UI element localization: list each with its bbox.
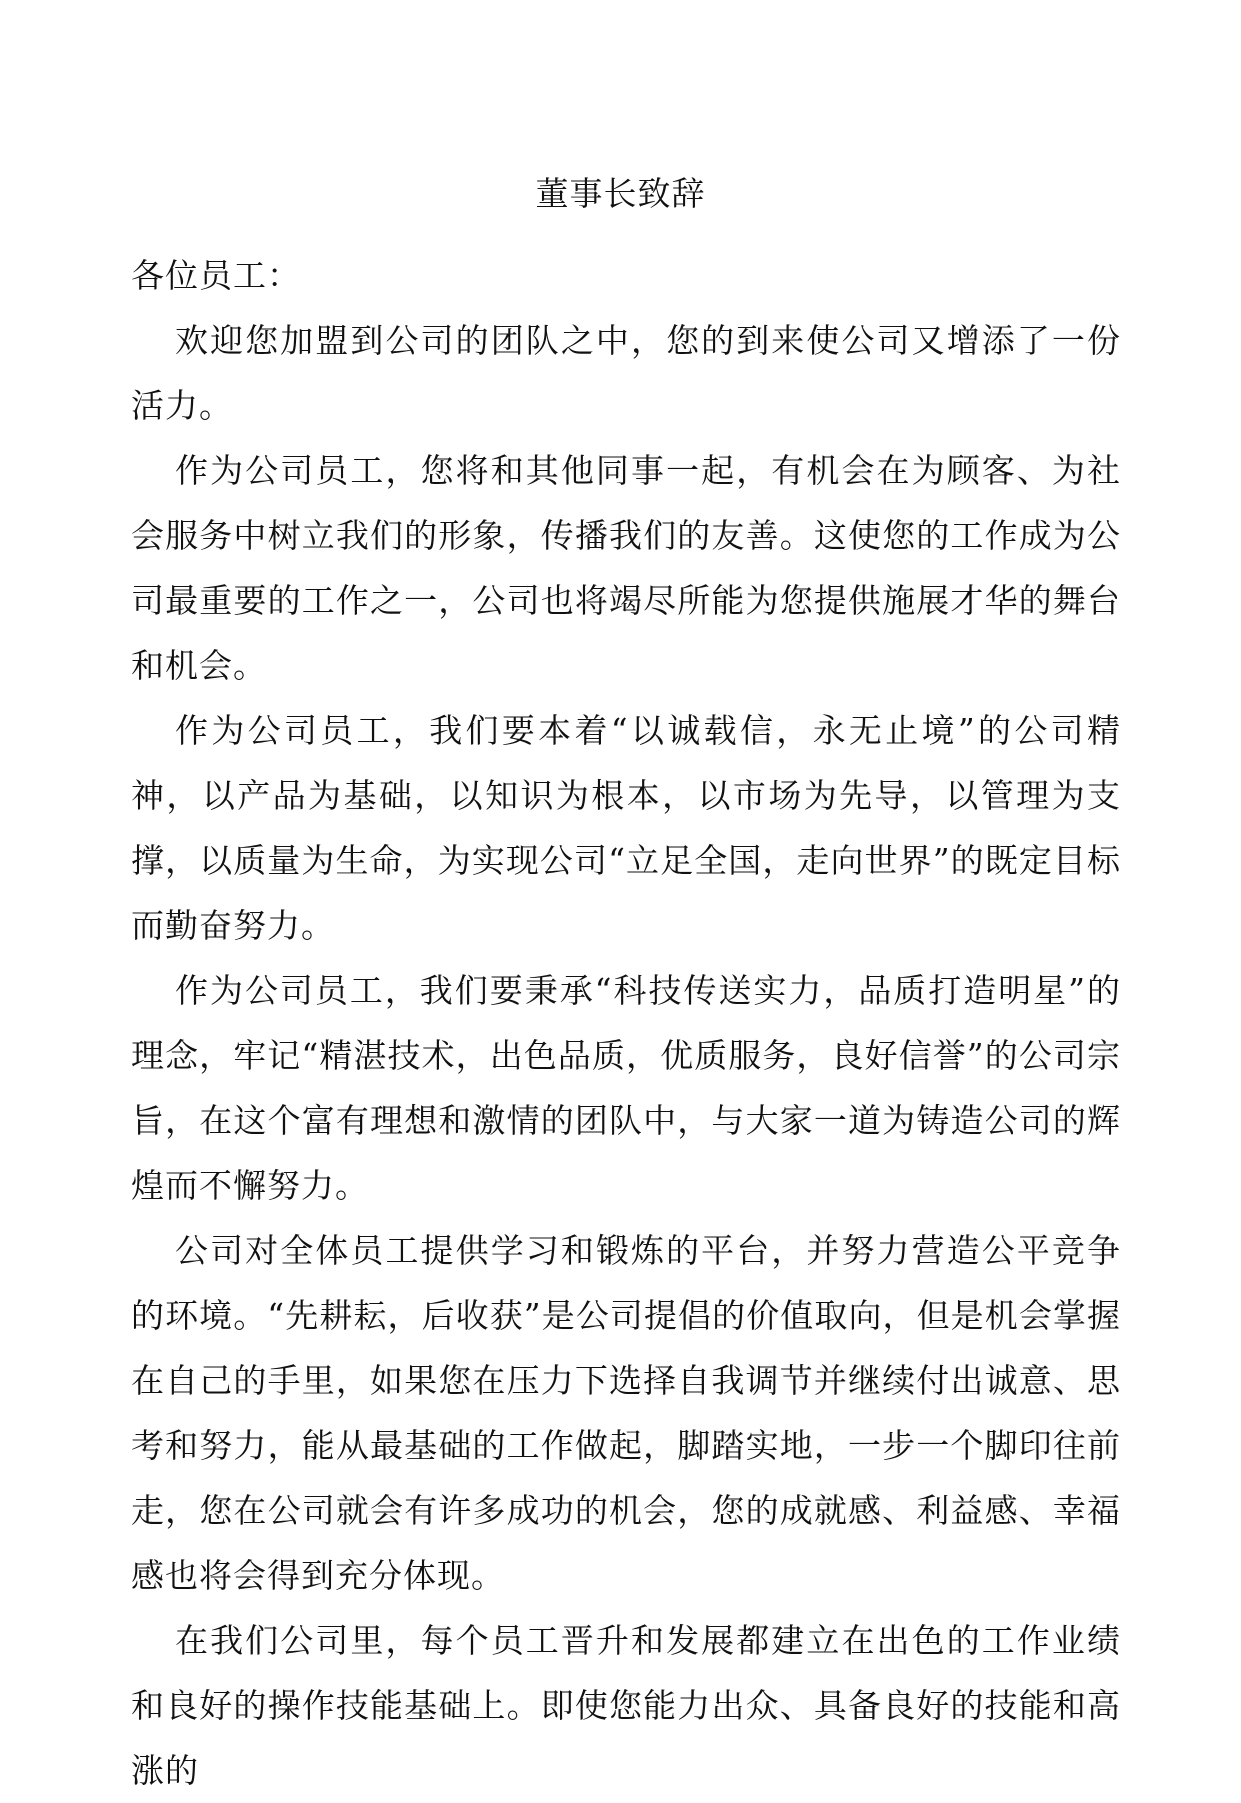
paragraph-spirit: 作为公司员工，我们要本着“以诚载信，永无止境”的公司精神，以产品为基础，以知识为根本，以市场为先导，以管理为支撑，以质量为生命，为实现公司“立足全国，走向世界”的既定目标而勤奋努力。 (131, 711, 1121, 945)
letter-body (131, 243, 1121, 1803)
salutation: 各位员工： (131, 256, 301, 295)
document-title: 董事长致辞 (535, 174, 706, 213)
paragraph-opportunity: 公司对全体员工提供学习和锻炼的平台，并努力营造公平竞争的环境。“先耕耘，后收获”是公司提倡的价值取向，但是机会掌握在自己的手里，如果您在压力下选择自我调节并继续付出诚意、思考和努力，能从最基础的工作做起，脚踏实地，一步一个脚印往前走，您在公司就会有许多成功的机会，您的成就感、利益感、幸福感也将会得到充分体现。 (131, 1231, 1121, 1595)
paragraph-role: 作为公司员工，您将和其他同事一起，有机会在为顾客、为社会服务中树立我们的形象，传播我们的友善。这使您的工作成为公司最重要的工作之一，公司也将竭尽所能为您提供施展才华的舞台和机会。 (131, 451, 1121, 685)
paragraph-welcome: 欢迎您加盟到公司的团队之中，您的到来使公司又增添了一份活力。 (131, 321, 1121, 425)
paragraph-philosophy: 作为公司员工，我们要秉承“科技传送实力，品质打造明星”的理念，牢记“精湛技术，出色品质，优质服务，良好信誉”的公司宗旨，在这个富有理想和激情的团队中，与大家一道为铸造公司的辉煌而不懈努力。 (131, 971, 1121, 1205)
paragraph-promotion: 在我们公司里，每个员工晋升和发展都建立在出色的工作业绩和良好的操作技能基础上。即使您能力出众、具备良好的技能和高涨的 (131, 1621, 1121, 1790)
